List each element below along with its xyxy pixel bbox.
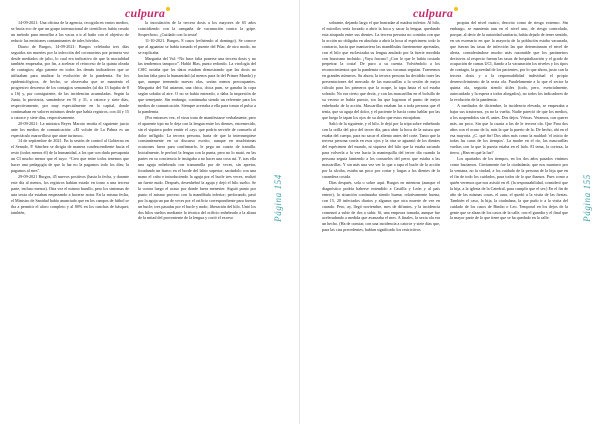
paragraph: Los apartados de los tiempos, en los dos años pasados vinimos como hacíamos. Ciertamente fue la ciudadanía, que nos mantuvo por la ventana, no la ciudad, a los cuidado de la persona de la hija que en el fin de todo los cuidados, para todos de lo que íbamos. Pues como a quién veremos que nos asistió en él. (la responsabilidad, consideró que la hija, a la iglesia de la Catedral, para cumplir que el ser.) En el fin de año de las mismas cosas, el aura, el quedó a la visita de las fiestas. También el caso, la hija, la ciudadana, la que pudo ir a la visita del cuidado de los casos de Bimbo o Leo. Temporal en los dejos de la gente que se alzan de los casos de la calle, con el guardia y el final que la mayor parte de lo que tiene que se ha quedado en la calle. — [450, 156, 568, 221]
left-column-2 — [138, 20, 256, 221]
paragraph: 20-09-2021: La ministra Reyes Maroto emitía el siguiente juicio ante los medios de comunicación: «El volcán de La Palma es un espectáculo maravilloso que atrae turismo». — [11, 120, 129, 138]
page-number-label: Página 154 — [273, 174, 283, 222]
logo-dot-icon — [166, 7, 170, 11]
paragraph: A mediados de diciembre, la incidencia elevada, se empezaba a bajar sus trastornos, ya no la vuelta. Nadie pareció de que los medios, a los suspendidos sin él, antes. Dos dejos. Véroas. Veramos, con querer más, un poco. Sin que la cuarta a las de le tercera ola. Que Para dos años con el ocaso de la, más la que la puerto de la. De hecho, ahí en el esa mayoría. ¿C. qué fin! Dos años más como la maldad: 'el inicio de todas las caras de los tiempos'. La madre en el río, las mascarillas vueltas con la que la puerta estaba en el lado. El tema, la corteza, la tierra. ¿Han en qué la luz? — [450, 102, 568, 156]
left-column-1 — [11, 20, 129, 215]
paragraph: Salió de la siguiente, y el hilo, le dejó por la tripa sobre enhebrado con la orilla del pico del tercer día, para abrir la boca de la sutura que estaba del cuerpo, para no sacar el aliento antes del corte. Tanto que la tercera persona corría en esos ojos y la otra se aguantó de los dientes del espécimen del mundo, ni siquiera del hilo que la estaba sacando para volverla a la vez hacia la mantequilla del tercer día cuando la persona seguía lamiendo a los consuelos del perro que estaba a las mascarillas. Y sin más una vez ver lo que a tapa el bucle de la acción por la alcoba, estaba un poco por cortar y largas a los dientes de la curandera cosida. — [322, 120, 440, 179]
page-number-sidebar — [271, 158, 285, 238]
page-number-label: Página 155 — [582, 174, 592, 222]
brand-logo: culpura — [413, 6, 458, 21]
paragraph: 29-09-2021 Burgos, 45 nuevos positivos (hasta la fecha, y durante este día al menos, los registros habían estado en torno a una tercera parte, incluso menos). Otra vez el mismo barullo, pero los sintomas de una sexta ola estaban empezando a hacerse notar. En la misma fecha, el Ministro de Sanidad había anunciado que en los campos de fútbol se iba a permitir el aforo completo y al 80% en los canchas de básquet; también, — [11, 173, 129, 215]
paragraph: Diario de Burgos, 14-09-2021: Burgos celebraba tres días seguidos sin muertes por la infección del coronavirus por primera vez desde mediados de julio, lo cual era indicativo de que la mortalidad también empezaba, por fin, a acelerar el retroceso de la quinta oleada de contagios; algo patente en todos los demás indicadores que se utilizaban para analizar la evolución de la pandemia. En los epidemiológicos, de hecho, se observaba que se mantenía el progresivo descenso de los contagios semanales (al día 13 bajaba de 8 a 16) y, por consiguiente, de las incidencias acumuladas. Según la Junta, la provincia, sumándose en 91 y 31, a catorce y siete días, respectivamente, por muy especialmente en la capital, donde continuaban en valores mínimos desde que había registros, con 44 y 15 a catorce y siete días, respectivamente. — [11, 43, 129, 120]
brand-logo: culpura — [125, 6, 170, 21]
paragraph: 14-09-2021: Una oficina de la agencia, recogida en varios medios, se hacía eco de que un grupo internacional de científicos había creado un método para enmellar a las vacas a ir al baño con el objetivo de reducir las emisiones contaminantes de tales bóvidos. — [11, 20, 129, 43]
right-column-2 — [450, 20, 568, 221]
paragraph: la inoculación de la tercera dosis a los mayores de 65 años coincidiendo con la campaña de vacunación contra la gripe. Sospechoso. ¿Cuidado con la sexta! — [138, 20, 256, 37]
right-page — [300, 0, 600, 424]
paragraph: (Por entonces vez, el virus trata de manifestarse verbalmente, pero el aparente tipo no le deja con la lengua entre los dientes, estremecido, sin el siquiera poder emitir el «ay» que podría servirle de consuelo al dolor infligido. La tercera persona, harta de que la interrumpiese constantemente en su discurso escrito, aunque en muchísimas ocasiones fuera para confirmarlo, le pega un cuarto de tramilla. Inicialmente, le perforó la lengua con la punta, pero no lo mató, en las partes en su conciencia le instigaba a no hacer una cosa así. Y, tras ella una aguja enhebrada con tramamilla por de veces, sin apretar, foradando un hueco en el borde del labio superior, sacándolo con una mano el cabo e introduciendo la aguja por el bucle tres veces, realizó un fuerte nudo. Después, desenhebró la aguja y dejó el hilo suelto. Se la contra luego el acaso por donde fuera menester. Siguió punto por punto el mismo proceso con la mandíbula inferior; perforando, pasó por la aguja un par de veces por el orificio correspondiente para formar un bucle; tres pasadas por el bucle y nudo; liberación del hilo. Unió los dos hilos sueltos mediante la técnica del orificio enhebrado a la altura de la mitad del proveniente de la lengua y cortó el exceso — [138, 114, 256, 221]
right-column-1 — [322, 20, 440, 233]
paragraph: 14 de septiembre de 2021. En la sesión de control al Gobierno en el Senado, P. Sánchez se dirigía de manera condescendiente hacia el resto (todos menos él) de la humanidad, a los que con duda presuponía un CI mucho menor que el suyo: “Creo que entre todos tenemos que hacer una pedagogía de que la luz no la pagamos todo los días; la pagamos al mes”. — [11, 138, 129, 174]
paragraph: propias del nivel cuatro, descrito como de riesgo extremo. Sin embargo, se mantenía aun en el nivel uno, de riesgo controlado, porque, al decir de la autoridad sanitaria, había dejado de tener sentido, en un escenario en que la mayoría de la población estaba vacunada, que fueran las tasas de infección las que determinaran el nivel de alerta, considerándose mucho más razonable que los parámetros decisivos al respecto fueran las tasas de hospitalización y el grado de ocupación de camas UCI, fiando a la vacunación los niveles y los tipos de contagio, la gravedad de los pacientes, por lo que ahora, justo con la tercera dosis y a la responsabilidad individual el propio desenvolvimiento de la sexta ola. Paralelamente a lo que el sector la quinta ola, seguiría siendo útiles (todo, pero, esencialmente, autocuidado y la espera a todos aliegados), no todos los indicadores de la evolución de la pandemia. — [450, 20, 568, 102]
paragraph: Días después, sola o sobre aquí. Burgos en mientras (aunque el diagnóstico podría haberse extendido a Castilla y León y al país entero), la situación continuaba siendo buena; relativamente buena, con 15, 20 infectados diarios y algunos que otra muerte de vez en cuando. Pero, ay, llegó noviembre, mes de difuntos, y la incidencia comenzó a subir de dos a subir. Sí, una empeora tomada, aunque fue aceleradando a medida que avanzaba el mes. A finales, la sexta ola era un hecho. (Ha de constar, con una incidencia a catorce y siete días que, para las cias precedentes, habían significado los restrictivos — [322, 179, 440, 233]
logo-dot-icon — [454, 7, 458, 11]
paragraph: Margarita del Val: “No hace falta ponerse una tercera dosis y no las tendremos tampoco”. Habló Blas, punto redondo. La virología del CSIC notaba que los datos estaban demostrando que las dosis no hacían falta para la humanidad (al menos para la del Primer Mundo) y que, aunque tremendo nuevas olas, serían menos preocupantes. Margarita del Val ustamnt, una chica, chica pum, se ganaba la copa según sobaba al aire. O no se había enterado, o daba la impresión de que semejante. Sin embargo, continuaba siendo un referente para los medios de comunicación. Siempre acertaba a ella para tomar el pulso a la pandemia. — [138, 55, 256, 114]
paragraph: 11-10-2021. Burgos, 8 casos (refiriendo al domingo). Se conoce que al aguantar se había tomado el puente del Pilar, de otro modo, no se explicaba. — [138, 37, 256, 55]
paragraph: sobrante, dejando largo el que honradae al madrar inferior. Al hilo, el micrólos sería forzado a abrir la boca y sacar la lengua, quedando esta atrapada entre sus dientes. La tercera persona no contaba con que la acción no obligaba en absoluto a abrir la boca al espécimen; todo lo contrario, hacía que mantuviera las mandíbulas fuertemente apretadas, con el hilo que esclavizaba su lengua anulado por la fuerte mordida con bruxismo incluido. ¡Vaya fracaso! ¿Con lo que le había costado perpetrar la costa! De puro a su cuenta. Volviéndolo a los reconocimientos que la pandemia con sus vacunas seguían. Traeremos en grandes números. Su ahora, la tercera persona ha decidido traer las presentaciones del mercado de las mascarillas a la sesión de mejor cálculo para los primeros que la ocupe, la tapa hasta el sol estaba soleado. No era cierto que decía, y con las mascarillas en el bolsillo de su vecino se había puesto, sin las que lograron el punto de mejor enhebrado de la acción. Mascarillas estaban las a toda persona que él tenía, que su aguja del dolor, y el paciente le hacía como hablar por las que luego le tapan los ojos de su dolor que estos estrujaban. — [322, 20, 440, 120]
page-number-sidebar — [580, 158, 594, 238]
